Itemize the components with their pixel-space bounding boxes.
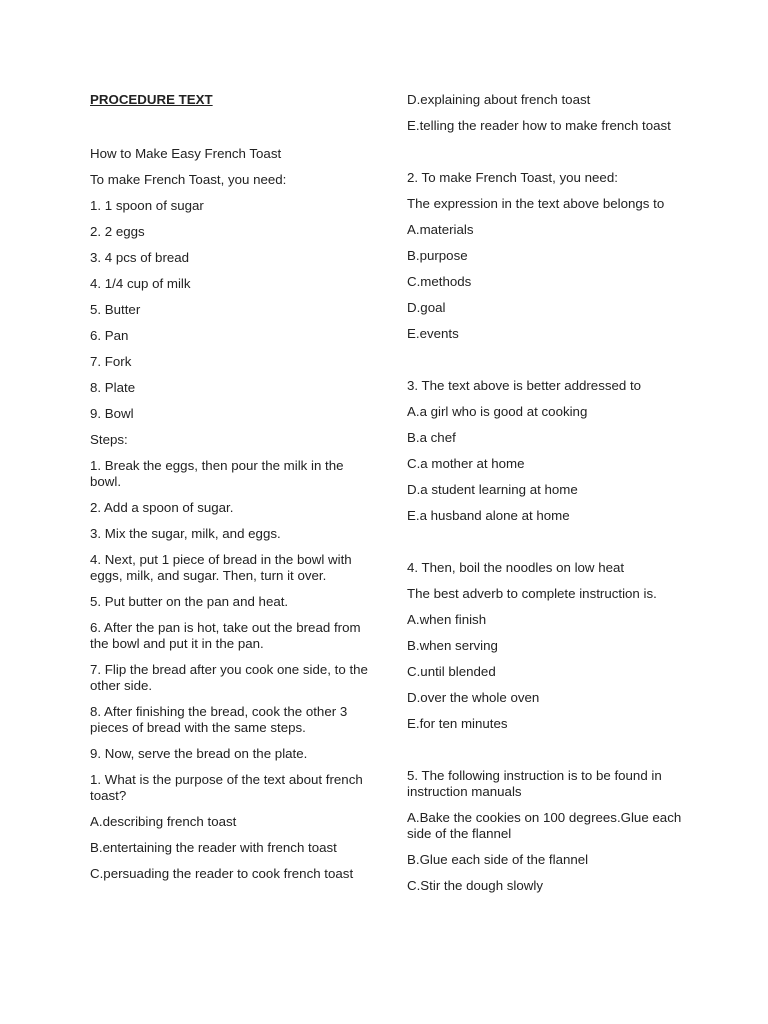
step-item: 6. After the pan is hot, take out the bread from the bowl and put it in the pan. [90, 620, 361, 651]
ingredient-item: 4. 1/4 cup of milk [90, 276, 191, 291]
step-item: 2. Add a spoon of sugar. [90, 500, 234, 515]
answer-option: C.methods [407, 274, 472, 289]
ingredient-item: 8. Plate [90, 380, 136, 395]
spacer [407, 742, 692, 768]
step-item: 7. Flip the bread after you cook one side, to the other side. [90, 662, 368, 693]
steps-heading: Steps: [90, 432, 128, 447]
step-item: 4. Next, put 1 piece of bread in the bowl with eggs, milk, and sugar. Then, turn it over. [90, 552, 352, 583]
answer-option: B.entertaining the reader with french toast [90, 840, 337, 855]
answer-option: A.when finish [407, 612, 487, 627]
answer-option: E.a husband alone at home [407, 508, 570, 523]
ingredient-item: 7. Fork [90, 354, 132, 369]
spacer [407, 352, 692, 378]
answer-option: C.persuading the reader to cook french toast [90, 866, 354, 881]
question-5: 5. The following instruction is to be found in instruction manuals [407, 768, 662, 799]
document-title: PROCEDURE TEXT [90, 92, 213, 107]
answer-option: B.purpose [407, 248, 468, 263]
question-1: 1. What is the purpose of the text about french toast? [90, 772, 363, 803]
step-item: 5. Put butter on the pan and heat. [90, 594, 289, 609]
ingredient-item: 9. Bowl [90, 406, 134, 421]
ingredient-item: 5. Butter [90, 302, 141, 317]
answer-option: A.materials [407, 222, 474, 237]
right-column [407, 92, 692, 904]
answer-option: C.a mother at home [407, 456, 525, 471]
question-2: 2. To make French Toast, you need: [407, 170, 618, 185]
left-column [90, 92, 370, 892]
answer-option: B.when serving [407, 638, 498, 653]
answer-option: B.Glue each side of the flannel [407, 852, 589, 867]
answer-option: B.a chef [407, 430, 456, 445]
spacer [407, 144, 692, 170]
step-item: 1. Break the eggs, then pour the milk in the bowl. [90, 458, 344, 489]
answer-option: A.Bake the cookies on 100 degrees.Glue each side of the flannel [407, 810, 682, 841]
question-3: 3. The text above is better addressed to [407, 378, 642, 393]
answer-option: E.telling the reader how to make french toast [407, 118, 671, 133]
ingredient-item: 1. 1 spoon of sugar [90, 198, 204, 213]
recipe-title: How to Make Easy French Toast [90, 146, 282, 161]
ingredient-item: 3. 4 pcs of bread [90, 250, 190, 265]
question-4: 4. Then, boil the noodles on low heat [407, 560, 625, 575]
ingredient-item: 6. Pan [90, 328, 129, 343]
question-4-prompt: The best adverb to complete instruction is. [407, 586, 657, 601]
step-item: 8. After finishing the bread, cook the other 3 pieces of bread with the same steps. [90, 704, 348, 735]
answer-option: E.events [407, 326, 459, 341]
step-item: 3. Mix the sugar, milk, and eggs. [90, 526, 281, 541]
answer-option: D.over the whole oven [407, 690, 540, 705]
answer-option: C.until blended [407, 664, 496, 679]
ingredients-intro: To make French Toast, you need: [90, 172, 287, 187]
answer-option: D.a student learning at home [407, 482, 578, 497]
answer-option: D.explaining about french toast [407, 92, 591, 107]
ingredient-item: 2. 2 eggs [90, 224, 145, 239]
answer-option: D.goal [407, 300, 446, 315]
step-item: 9. Now, serve the bread on the plate. [90, 746, 308, 761]
answer-option: A.describing french toast [90, 814, 237, 829]
answer-option: C.Stir the dough slowly [407, 878, 543, 893]
answer-option: A.a girl who is good at cooking [407, 404, 588, 419]
spacer [407, 534, 692, 560]
answer-option: E.for ten minutes [407, 716, 508, 731]
question-2-prompt: The expression in the text above belongs to [407, 196, 665, 211]
